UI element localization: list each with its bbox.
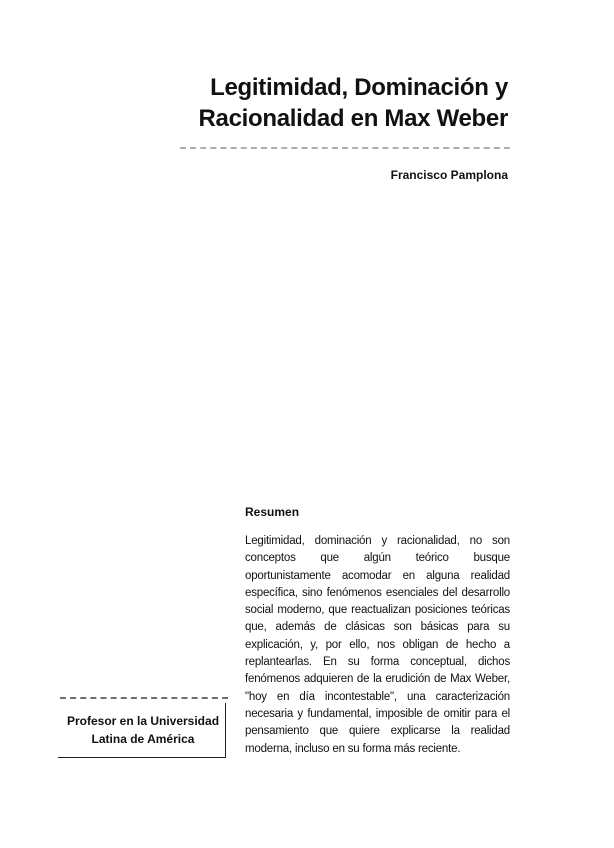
affiliation-line-2: Latina de América	[91, 732, 195, 746]
abstract-heading: Resumen	[245, 505, 300, 519]
author-affiliation	[58, 712, 228, 748]
title-line-2: Racionalidad en Max Weber	[198, 105, 508, 132]
title-line-1: Legitimidad, Dominación y	[210, 74, 508, 101]
author-name: Francisco Pamplona	[390, 168, 508, 182]
paper-title	[108, 72, 508, 134]
abstract-body: Legitimidad, dominación y racionalidad, no son conceptos que algún teórico busque oportunistamente acomodar en alguna realidad específica, sino fenómenos esenciales del desarrollo social moderno, que reactualizan posiciones teóricas que, además de clásicas son básicas para su explicación, y, por ello, nos obligan de hecho a replantearlas. En su forma conceptual, dichos fenómenos adquieren de la erudición de Max Weber, "hoy en día incontestable", una caracterización necesaria y fundamental, imposible de omitir para el pensamiento que quiere explicarse la realidad moderna, incluso en su forma más reciente.	[245, 535, 510, 755]
affiliation-line-1: Profesor en la Universidad	[66, 714, 220, 728]
affiliation-divider	[60, 697, 228, 701]
title-divider	[180, 147, 510, 153]
